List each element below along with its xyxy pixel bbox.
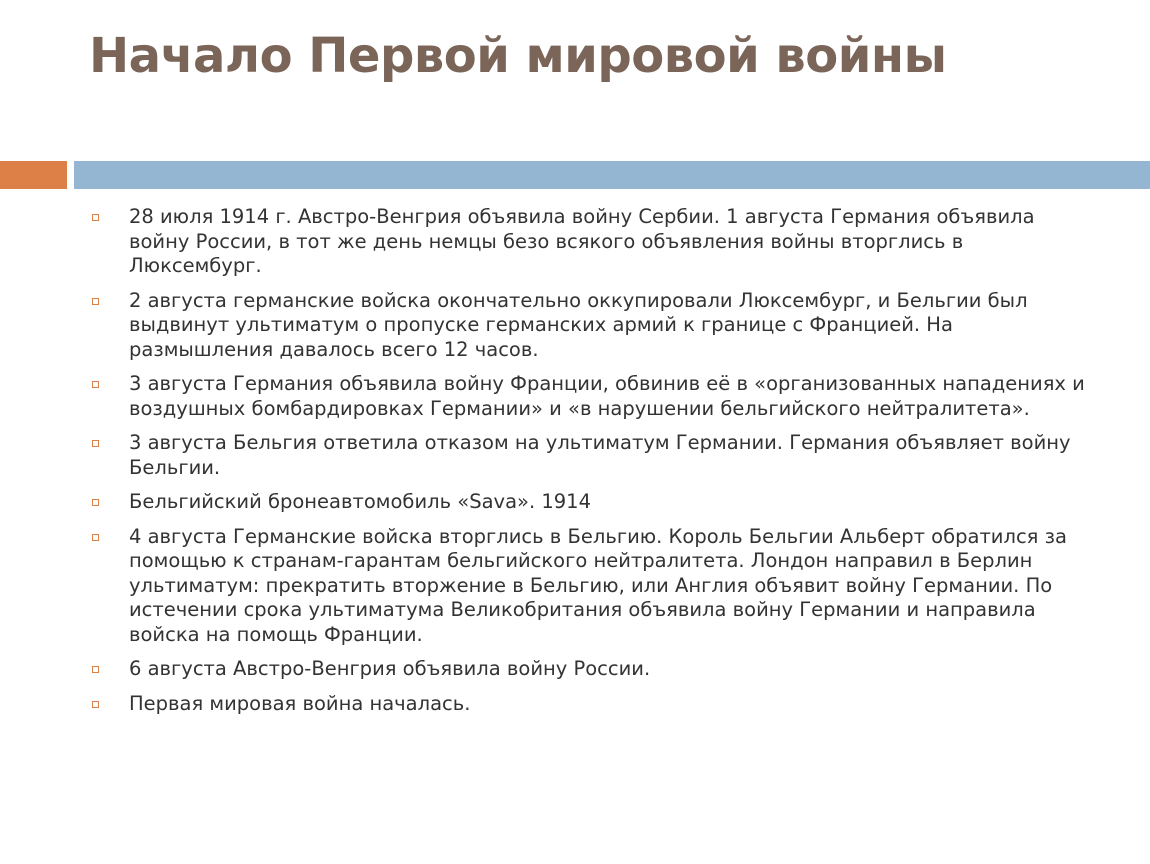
- bullet-text: 28 июля 1914 г. Австро-Венгрия объявила войну Сербии. 1 августа Германия объявила войну России, в тот же день немцы безо всякого объявления войны вторглись в Люксембург.: [129, 205, 1035, 277]
- slide-title: Начало Первой мировой войны: [89, 28, 947, 84]
- bullet-text: 4 августа Германские войска вторглись в Бельгию. Король Бельгии Альберт обратился за помощью к странам-гарантам бельгийского нейтралитета. Лондон направил в Берлин ультиматум: прекратить вторжение в Бельгию, или Англия объявит войну Германии. По истечении срока ультиматума Великобритания объявила войну Германии и направила войска на помощь Франции.: [129, 524, 1067, 646]
- hollow-square-bullet-icon: [92, 440, 99, 447]
- list-item: [89, 205, 1099, 279]
- hollow-square-bullet-icon: [92, 499, 99, 506]
- bullet-text: Бельгийский бронеавтомобиль «Sava». 1914: [129, 490, 591, 513]
- hollow-square-bullet-icon: [92, 214, 99, 221]
- list-item: [89, 657, 1099, 682]
- hollow-square-bullet-icon: [92, 534, 99, 541]
- list-item: [89, 431, 1099, 480]
- bullet-text: 3 августа Бельгия ответила отказом на ультиматум Германии. Германия объявляет войну Бельгии.: [129, 431, 1071, 479]
- bullet-text: 3 августа Германия объявила войну Франции, обвинив её в «организованных нападениях и воздушных бомбардировках Германии» и «в нарушении бельгийского нейтралитета».: [129, 372, 1085, 420]
- bullet-text: Первая мировая война началась.: [129, 691, 471, 715]
- list-item: [89, 490, 1099, 515]
- list-item: [89, 525, 1099, 648]
- hollow-square-bullet-icon: [92, 701, 99, 708]
- accent-bar-blue: [74, 161, 1150, 189]
- bullet-text: 2 августа германские войска окончательно оккупировали Люксембург, и Бельгии был выдвинут ультиматум о пропуске германских армий к границе с Францией. На размышления давалось всего 12 часов.: [129, 288, 1028, 361]
- list-item: [89, 289, 1099, 363]
- list-item: [89, 372, 1099, 421]
- hollow-square-bullet-icon: [92, 298, 99, 305]
- hollow-square-bullet-icon: [92, 381, 99, 388]
- bullet-text: 6 августа Австро-Венгрия объявила войну России.: [129, 657, 651, 680]
- bullet-list: [89, 205, 1099, 726]
- accent-bar-orange: [0, 161, 67, 189]
- list-item: [89, 692, 1099, 717]
- hollow-square-bullet-icon: [92, 666, 99, 673]
